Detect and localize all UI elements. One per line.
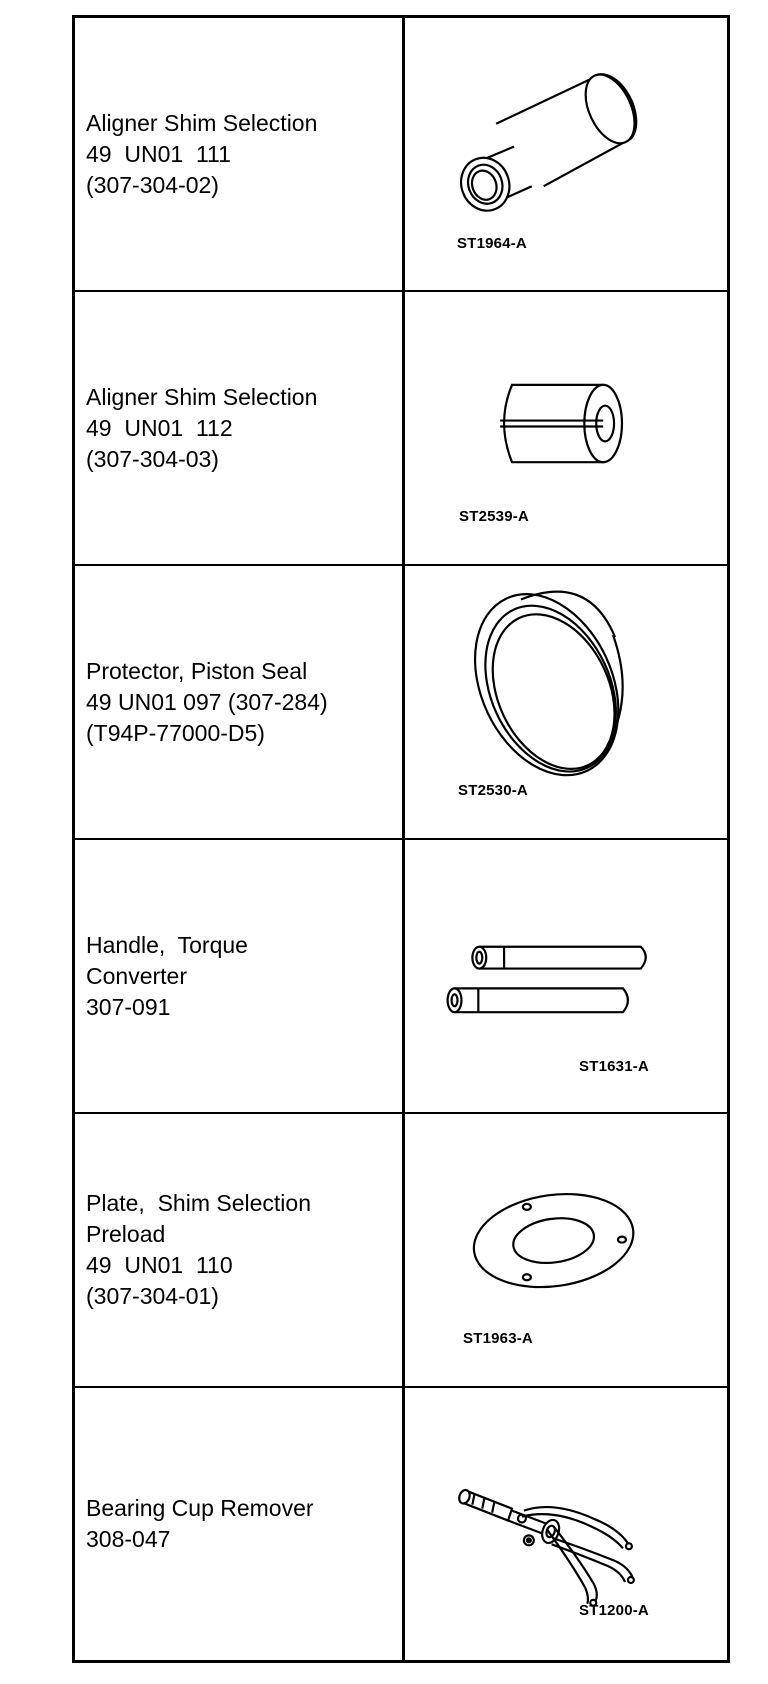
tool-alt-number: (307-304-03)	[86, 445, 219, 472]
tool-description	[86, 656, 328, 749]
aligner-cylinder-icon	[405, 292, 727, 564]
tool-description-cell	[75, 1388, 405, 1660]
tool-number: Converter	[86, 962, 187, 989]
table-row	[75, 566, 727, 840]
tool-number: 49 UN01 097 (307-284)	[86, 688, 328, 715]
tool-number: 49 UN01 110	[86, 1252, 233, 1278]
special-tools-table	[72, 15, 730, 1663]
tool-name: Protector, Piston Seal	[86, 657, 308, 684]
tool-name-cont: Preload	[86, 1221, 166, 1247]
tool-description	[86, 108, 317, 201]
table-row	[75, 840, 727, 1114]
tool-description-cell	[75, 566, 405, 838]
tool-illustration-cell	[405, 840, 727, 1112]
tool-description-cell	[75, 840, 405, 1112]
aligner-sleeve-icon	[405, 18, 727, 290]
figure-code: ST1963-A	[463, 1330, 533, 1347]
tool-description	[86, 930, 248, 1023]
tool-illustration-cell	[405, 1114, 727, 1386]
shim-plate-icon	[405, 1114, 727, 1386]
tool-alt-number: (307-304-01)	[86, 1283, 219, 1309]
tool-name: Plate, Shim Selection	[86, 1190, 312, 1216]
tool-alt-number: 307-091	[86, 993, 171, 1020]
tool-name: Bearing Cup Remover	[86, 1495, 314, 1521]
tool-number: 308-047	[86, 1526, 171, 1552]
tool-description-cell	[75, 18, 405, 290]
tool-illustration-cell	[405, 18, 727, 290]
tool-description	[86, 1493, 314, 1555]
figure-code: ST1964-A	[457, 235, 527, 252]
tool-name: Aligner Shim Selection	[86, 383, 318, 410]
tool-name: Handle, Torque	[86, 931, 248, 958]
tool-illustration-cell	[405, 1388, 727, 1660]
tool-name: Aligner Shim Selection	[86, 109, 318, 136]
handle-rods-icon	[405, 840, 727, 1112]
seal-ring-icon	[405, 566, 727, 838]
figure-code: ST2530-A	[458, 782, 528, 799]
table-row	[75, 1114, 727, 1388]
tool-description	[86, 382, 317, 475]
tool-description-cell	[75, 1114, 405, 1386]
tool-number: 49 UN01 112	[86, 414, 233, 441]
table-row	[75, 1388, 727, 1660]
figure-code: ST1631-A	[579, 1058, 649, 1075]
table-row	[75, 18, 727, 292]
cup-remover-icon	[405, 1388, 727, 1660]
figure-code: ST2539-A	[459, 508, 529, 525]
table-row	[75, 292, 727, 566]
tool-alt-number: (T94P-77000-D5)	[86, 719, 265, 746]
tool-illustration-cell	[405, 566, 727, 838]
tool-description	[86, 1188, 311, 1312]
figure-code: ST1200-A	[579, 1602, 649, 1619]
tool-alt-number: (307-304-02)	[86, 171, 219, 198]
tool-description-cell	[75, 292, 405, 564]
tool-number: 49 UN01 111	[86, 140, 231, 167]
tool-illustration-cell	[405, 292, 727, 564]
